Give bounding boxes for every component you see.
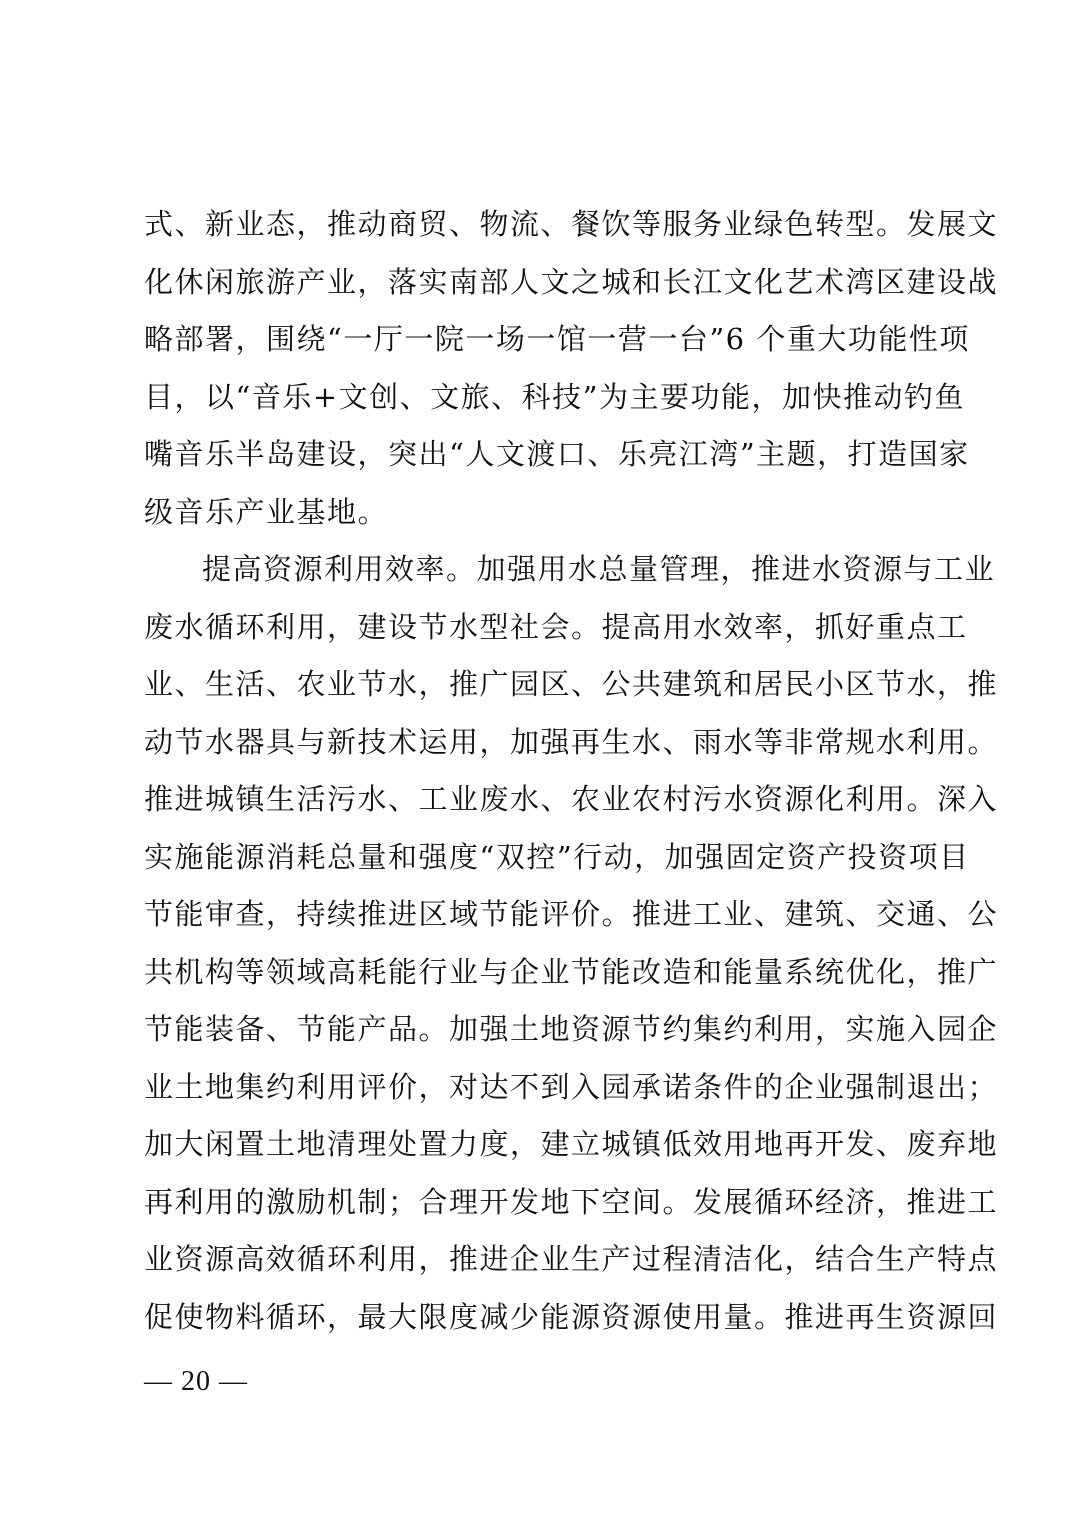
page-number: — 20 — xyxy=(144,1366,248,1397)
text-line: 废水循环利用，建设节水型社会。提高用水效率，抓好重点工 xyxy=(144,609,968,644)
text-line: 业资源高效循环利用，推进企业生产过程清洁化，结合生产特点 xyxy=(144,1242,999,1276)
text-line: 实施能源消耗总量和强度“双控”行动，加强固定资产投资项目 xyxy=(144,839,970,874)
text-line: 加大闲置土地清理处置力度，建立城镇低效用地再开发、废弃地 xyxy=(144,1127,999,1161)
paragraph-1 xyxy=(144,196,999,541)
text-line: 共机构等领域高耗能行业与企业节能改造和能量系统优化，推广 xyxy=(144,954,999,989)
text-line: 业、生活、农业节水，推广园区、公共建筑和居民小区节水，推 xyxy=(144,667,999,701)
paragraph-2 xyxy=(144,541,999,1346)
text-line: 式、新业态，推动商贸、物流、餐饮等服务业绿色转型。发展文 xyxy=(144,207,999,241)
text-line: 化休闲旅游产业，落实南部人文之城和长江文化艺术湾区建设战 xyxy=(144,264,999,299)
text-line: 推进城镇生活污水、工业废水、农业农村污水资源化利用。深入 xyxy=(144,782,999,816)
text-line: 提高资源利用效率。加强用水总量管理，推进水资源与工业 xyxy=(202,552,996,586)
text-line: 节能装备、节能产品。加强土地资源节约集约利用，实施入园企 xyxy=(144,1012,999,1046)
text-line: 嘴音乐半岛建设，突出“人文渡口、乐亮江湾”主题，打造国家 xyxy=(144,437,970,471)
document-body xyxy=(144,196,999,1346)
text-line: 动节水器具与新技术运用，加强再生水、雨水等非常规水利用。 xyxy=(144,724,999,759)
text-line: 促使物料循环，最大限度减少能源资源使用量。推进再生资源回 xyxy=(144,1299,999,1334)
text-line: 业土地集约利用评价，对达不到入园承诺条件的企业强制退出； xyxy=(144,1069,999,1104)
text-line: 目，以“音乐+文创、文旅、科技”为主要功能，加快推动钓鱼 xyxy=(144,379,965,414)
text-line: 级音乐产业基地。 xyxy=(144,494,389,529)
text-line: 略部署，围绕“一厅一院一场一馆一营一台”6 个重大功能性项 xyxy=(144,322,970,356)
text-line: 节能审查，持续推进区域节能评价。推进工业、建筑、交通、公 xyxy=(144,897,999,931)
text-line: 再利用的激励机制；合理开发地下空间。发展循环经济，推进工 xyxy=(144,1184,999,1219)
